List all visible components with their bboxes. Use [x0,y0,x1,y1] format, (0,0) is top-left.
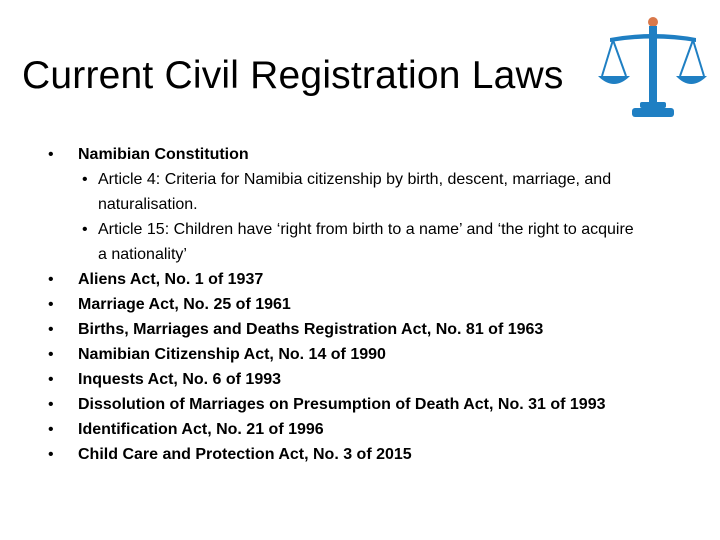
list-item [46,142,686,267]
list-item: • Child Care and Protection Act, No. 3 of 2015 [46,442,686,467]
list-item: • Dissolution of Marriages on Presumption of Death Act, No. 31 of 1993 [46,392,686,417]
list-item: • Identification Act, No. 21 of 1996 [46,417,686,442]
list-item: • Births, Marriages and Deaths Registration Act, No. 81 of 1963 [46,317,686,342]
list-item: • Aliens Act, No. 1 of 1937 [46,267,686,292]
list-item: • Marriage Act, No. 25 of 1961 [46,292,686,317]
sub-list-item: • Article 15: Children have ‘right from birth to a name’ and ‘the right to acquire a nationality’ [46,217,638,267]
sub-list-item: • Article 4: Criteria for Namibia citizenship by birth, descent, marriage, and naturalisation. [46,167,638,217]
slide-content [46,142,686,467]
list-item: • Namibian Citizenship Act, No. 14 of 1990 [46,342,686,367]
scales-of-justice-icon [596,14,708,120]
slide-title: Current Civil Registration Laws [22,54,564,97]
list-item-label: • Namibian Constitution [46,142,686,167]
law-list [46,142,686,467]
list-item: • Inquests Act, No. 6 of 1993 [46,367,686,392]
